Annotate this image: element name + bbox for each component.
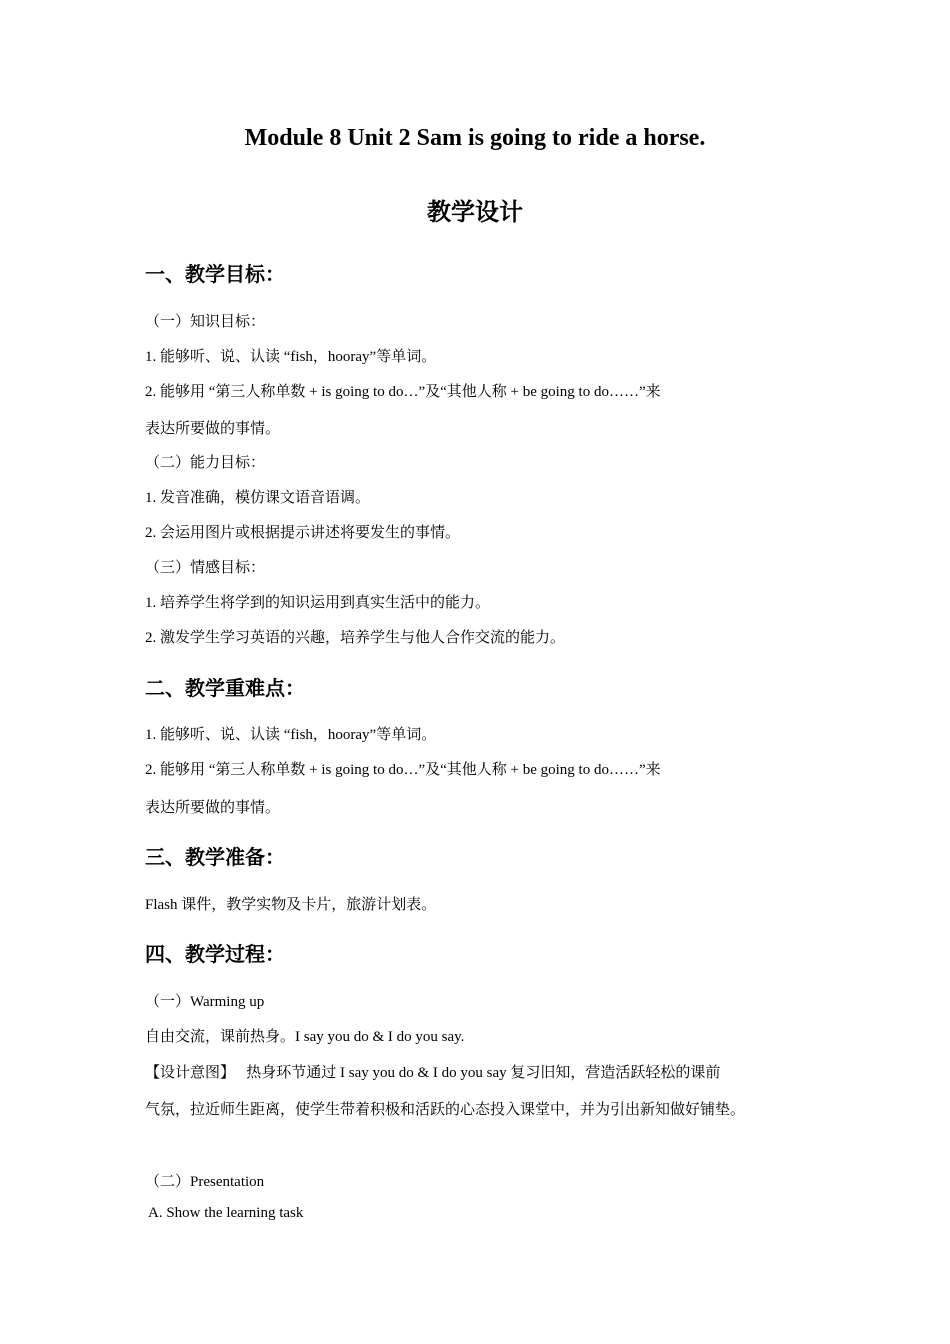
knowledge-label: （一）知识目标： <box>145 314 266 330</box>
design-intent-line <box>145 1061 720 1082</box>
presentation-step-a: A. Show the learning task <box>148 1205 304 1221</box>
emotion-item-1: 1. 培养学生将学到的知识运用到真实生活中的能力。 <box>145 595 491 611</box>
knowledge-item-1: 1. 能够听、说、认读 “fish，hooray”等单词。 <box>145 349 437 365</box>
warming-up-text: 自由交流，课前热身。I say you do & I do you say. <box>145 1029 465 1045</box>
section-heading-preparation: 三、教学准备： <box>145 845 285 869</box>
section-heading-objectives: 一、教学目标： <box>145 262 285 286</box>
key-point-2: 2. 能够用 “第三人称单数 + is going to do…”及“其他人称 + be going to do……”来 <box>145 762 661 778</box>
knowledge-item-2: 2. 能够用 “第三人称单数 + is going to do…”及“其他人称 + be going to do……”来 <box>145 384 661 400</box>
emotion-label: （三）情感目标： <box>145 560 266 576</box>
design-intent-text-cont: 气氛，拉近师生距离，使学生带着积极和活跃的心态投入课堂中，并为引出新知做好铺垫。 <box>145 1102 746 1118</box>
key-point-1: 1. 能够听、说、认读 “fish，hooray”等单词。 <box>145 727 437 743</box>
section-heading-process: 四、教学过程： <box>145 942 285 966</box>
knowledge-item-2-cont: 表达所要做的事情。 <box>145 421 281 437</box>
section-heading-key-points: 二、教学重难点： <box>145 676 305 700</box>
document-title: Module 8 Unit 2 Sam is going to ride a horse. <box>244 125 706 151</box>
ability-item-2: 2. 会运用图片或根据提示讲述将要发生的事情。 <box>145 525 461 541</box>
warming-up-label: （一）Warming up <box>145 994 265 1010</box>
ability-item-1: 1. 发音准确，模仿课文语音语调。 <box>145 490 371 506</box>
document-subtitle: 教学设计 <box>427 198 523 226</box>
design-intent-label: 【设计意图】 <box>145 1065 236 1081</box>
key-point-2-cont: 表达所要做的事情。 <box>145 800 281 816</box>
preparation-text: Flash 课件，教学实物及卡片，旅游计划表。 <box>145 897 437 913</box>
ability-label: （二）能力目标： <box>145 455 266 471</box>
emotion-item-2: 2. 激发学生学习英语的兴趣，培养学生与他人合作交流的能力。 <box>145 630 566 646</box>
presentation-label: （二）Presentation <box>145 1174 265 1190</box>
design-intent-text: 热身环节通过 I say you do & I do you say 复习旧知，营造活跃轻松的课前 <box>246 1065 721 1081</box>
